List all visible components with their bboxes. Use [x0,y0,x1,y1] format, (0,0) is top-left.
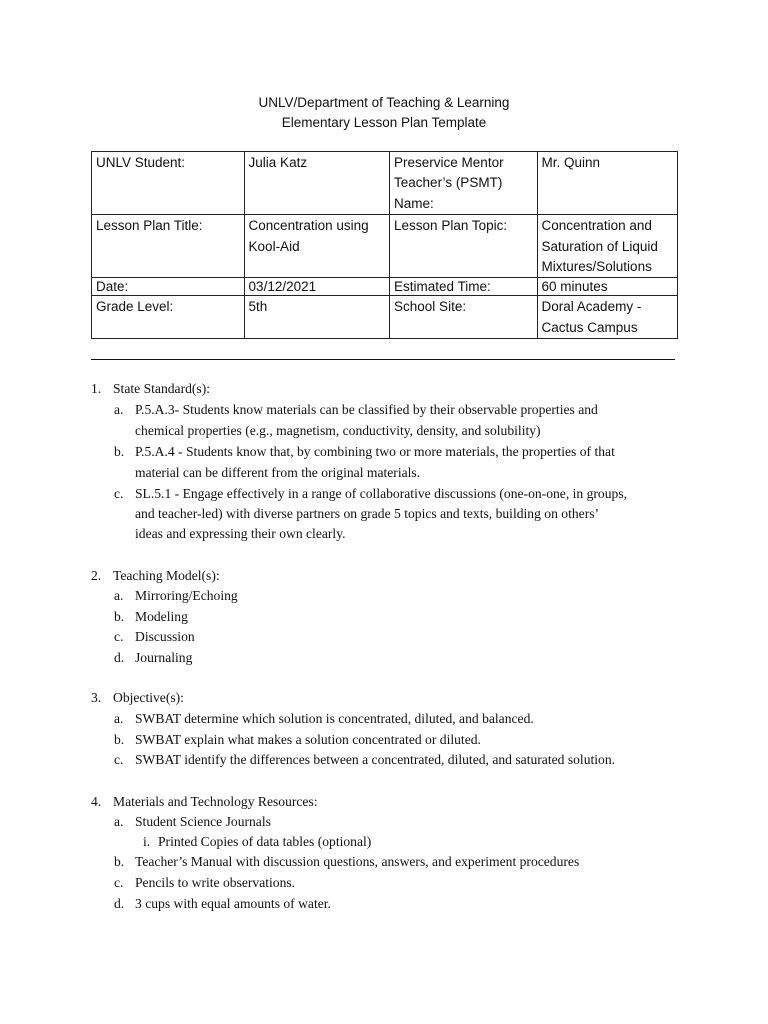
item-marker: c. [114,486,124,501]
section-heading: Materials and Technology Resources: [113,794,318,809]
table-cell: Doral Academy - Cactus Campus [537,296,677,339]
table-cell: Date: [92,278,245,296]
table-cell: Concentration using Kool-Aid [244,215,389,278]
section-divider [91,359,675,360]
item-marker: b. [114,854,125,869]
item-marker: b. [114,609,125,624]
item-marker: a. [114,588,124,603]
item-marker: a. [114,814,124,829]
list-item: Student Science Journals [135,814,271,829]
table-cell: Lesson Plan Title: [92,215,245,278]
section-heading: State Standard(s): [113,381,211,396]
table-row [92,152,678,215]
list-item: SWBAT identify the differences between a concentrated, diluted, and saturated solution. [135,752,616,767]
lesson-info-table [91,151,678,339]
table-cell: 5th [244,296,389,339]
list-item: SWBAT determine which solution is concentrated, diluted, and balanced. [135,711,534,726]
list-item: and teacher-led) with diverse partners on grade 5 topics and texts, building on others’ [135,506,600,521]
table-cell: Preservice Mentor Teacher’s (PSMT) Name: [390,152,538,215]
section-number: 2. [91,568,102,583]
section-heading: Objective(s): [113,690,184,705]
item-marker: c. [114,875,124,890]
item-marker: d. [114,650,125,665]
table-cell: Julia Katz [244,152,389,215]
sub-list-item: Printed Copies of data tables (optional) [158,834,372,849]
list-item: Journaling [135,650,193,665]
list-item: 3 cups with equal amounts of water. [135,896,331,911]
item-marker: d. [114,896,125,911]
section-number: 4. [91,794,102,809]
table-cell: Lesson Plan Topic: [390,215,538,278]
item-marker: c. [114,752,124,767]
document-title: UNLV/Department of Teaching & Learning [258,95,510,110]
item-marker: b. [114,444,125,459]
section-heading: Teaching Model(s): [113,568,220,583]
item-marker: a. [114,711,124,726]
sub-item-marker: i. [143,834,151,849]
table-cell: Estimated Time: [390,278,538,296]
list-item: Pencils to write observations. [135,875,296,890]
table-cell: Grade Level: [92,296,245,339]
list-item: Mirroring/Echoing [135,588,238,603]
list-item: chemical properties (e.g., magnetism, conductivity, density, and solubility) [135,423,541,438]
item-marker: b. [114,732,125,747]
document-subtitle: Elementary Lesson Plan Template [281,115,487,130]
list-item: SL.5.1 - Engage effectively in a range of collaborative discussions (one-on-one, in groups, [135,486,628,501]
list-item: material can be different from the original materials. [135,465,421,480]
table-row [92,215,678,278]
table-cell: 60 minutes [537,278,677,296]
section-number: 3. [91,690,102,705]
table-cell: 03/12/2021 [244,278,389,296]
item-marker: c. [114,629,124,644]
list-item: Discussion [135,629,195,644]
list-item: ideas and expressing their own clearly. [135,526,346,541]
section-number: 1. [91,381,102,396]
list-item: Teacher’s Manual with discussion questions, answers, and experiment procedures [135,854,580,869]
item-marker: a. [114,402,124,417]
table-cell: UNLV Student: [92,152,245,215]
table-row [92,278,678,296]
list-item: P.5.A.4 - Students know that, by combining two or more materials, the properties of that [135,444,615,459]
list-item: SWBAT explain what makes a solution concentrated or diluted. [135,732,481,747]
table-cell: Mr. Quinn [537,152,677,215]
list-item: P.5.A.3- Students know materials can be classified by their observable properties and [135,402,598,417]
list-item: Modeling [135,609,188,624]
table-cell: Concentration and Saturation of Liquid Mixtures/Solutions [537,215,677,278]
table-row [92,296,678,339]
table-cell: School Site: [390,296,538,339]
